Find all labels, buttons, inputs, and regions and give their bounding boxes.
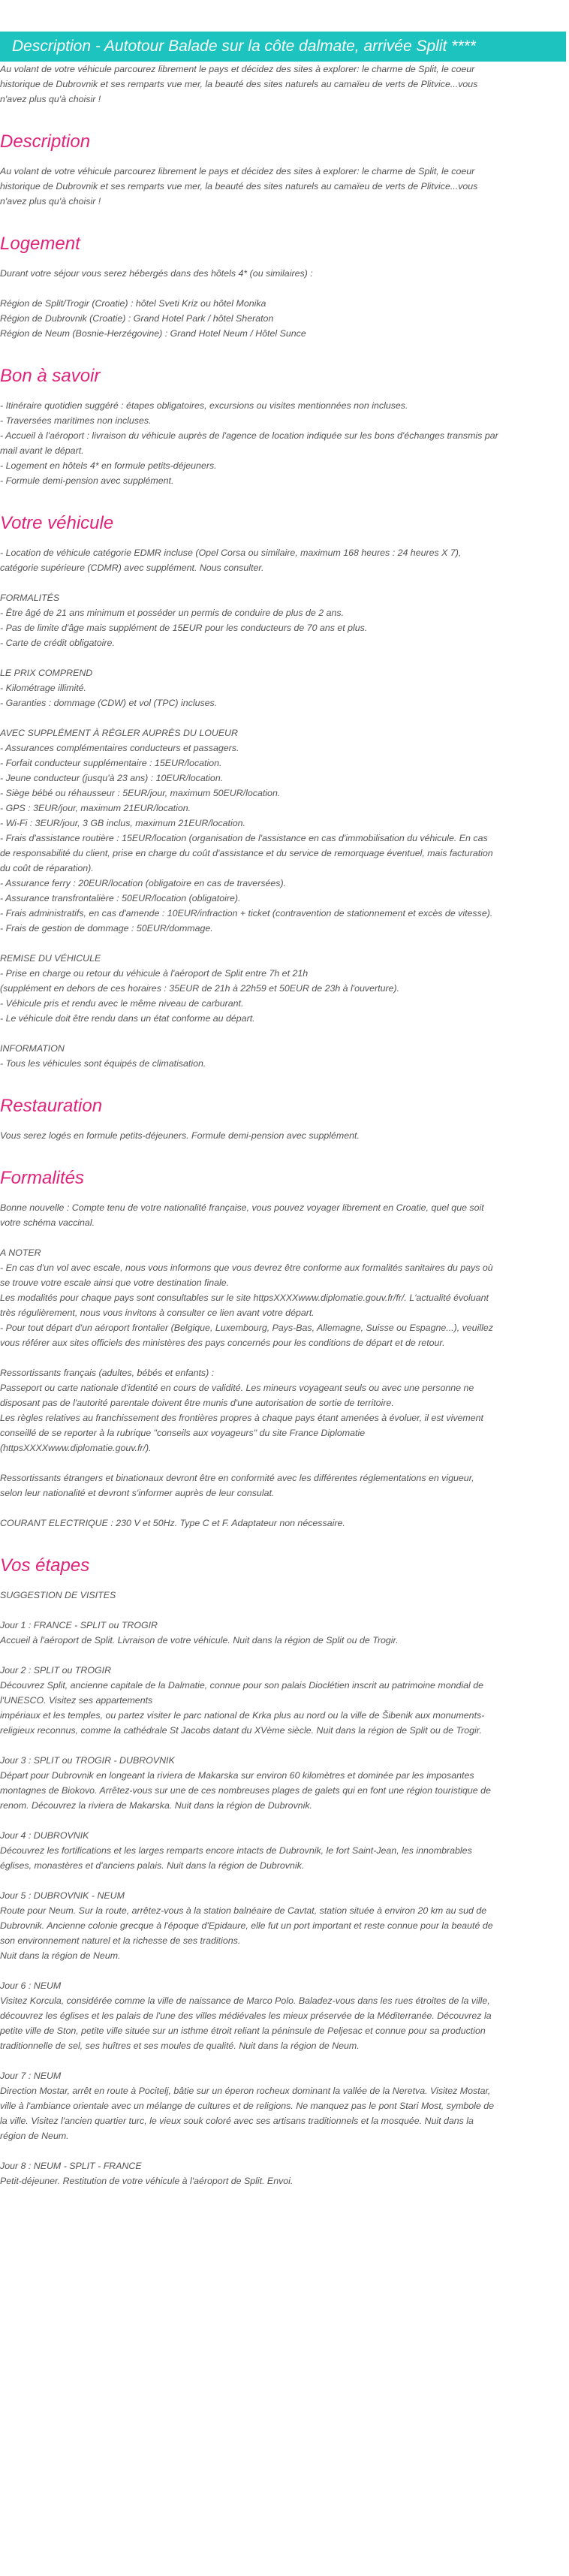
text-line: Découvrez les fortifications et les larges remparts encore intacts de Dubrovnik, le fort Saint-Jean, les innombrables bbox=[0, 1845, 472, 1856]
text-line: COURANT ELECTRIQUE : 230 V et 50Hz. Type C et F. Adaptateur non nécessaire. bbox=[0, 1518, 345, 1528]
text-line: son environnement naturel et la richesse de ses traditions. bbox=[0, 1935, 241, 1946]
text-line bbox=[0, 710, 561, 725]
section-description bbox=[0, 131, 561, 209]
text-line bbox=[0, 575, 561, 590]
text-line: églises, monastères et d'anciens palais. Nuit dans la région de Dubrovnik. bbox=[0, 1860, 305, 1871]
text-line: - Formule demi-pension avec supplément. bbox=[0, 475, 174, 486]
section-bon-a-savoir bbox=[0, 365, 561, 488]
text-line bbox=[0, 1501, 561, 1516]
text-line: Ressortissants français (adultes, bébés et enfants) : bbox=[0, 1368, 215, 1378]
text-line: Petit-déjeuner. Restitution de votre véhicule à l'aéroport de Split. Envoi. bbox=[0, 2176, 294, 2186]
section-heading: Logement bbox=[0, 234, 80, 254]
text-line: A NOTER bbox=[0, 1247, 41, 1258]
text-line: Région de Split/Trogir (Croatie) : hôtel Sveti Kriz ou hôtel Monika bbox=[0, 298, 266, 309]
text-line bbox=[0, 2143, 561, 2158]
text-line: la ville. Visitez l'ancien quartier turc, le vieux souk coloré avec ses artisans traditionnels et la mosquée. Nuit dans la bbox=[0, 2116, 474, 2126]
text-line: mail avant le départ. bbox=[0, 445, 84, 456]
text-line: - Assurance transfrontalière : 50EUR/location (obligatoire). bbox=[0, 893, 241, 903]
text-line: LE PRIX COMPREND bbox=[0, 668, 93, 678]
text-line: Durant votre séjour vous serez hébergés dans des hôtels 4* (ou similaires) : bbox=[0, 268, 313, 279]
text-line: conseillé de se reporter à la rubrique "conseils aux voyageurs" du site France Diplomatie bbox=[0, 1428, 366, 1438]
text-line: ville à l'ambiance orientale avec un mélange de cultures et de religions. Ne manquez pas le pont Stari Most, symbole de bbox=[0, 2101, 495, 2111]
text-line: catégorie supérieure (CDMR) avec supplément. Nous consulter. bbox=[0, 563, 264, 573]
text-line: vous référer aux sites officiels des ministères des pays concernés pour les conditions de départ et de retour. bbox=[0, 1338, 445, 1348]
text-line bbox=[0, 1230, 561, 1245]
text-line: - Prise en charge ou retour du véhicule à l'aéroport de Split entre 7h et 21h bbox=[0, 968, 309, 979]
text-line: Bonne nouvelle : Compte tenu de votre nationalité française, vous pouvez voyager librement en Croatie, quel que soit bbox=[0, 1202, 484, 1213]
text-line: - Forfait conducteur supplémentaire : 15EUR/location. bbox=[0, 758, 222, 768]
text-line: découvrez les églises et les palais de l'une des villes médiévales les mieux préservée de la Méditerranée. Découvrez la bbox=[0, 2010, 492, 2021]
text-line: - Traversées maritimes non incluses. bbox=[0, 415, 152, 426]
text-line: Jour 2 : SPLIT ou TROGIR bbox=[0, 1665, 112, 1676]
text-line: impériaux et les temples, ou partez visiter le parc national de Krka plus au nord ou la ville de Šibenik aux monuments- bbox=[0, 1710, 485, 1721]
text-line: - Location de véhicule catégorie EDMR incluse (Opel Corsa ou similaire, maximum 168 heures : 24 heures X 7), bbox=[0, 547, 462, 558]
text-line: - Siège bébé ou réhausseur : 5EUR/jour, maximum 50EUR/location. bbox=[0, 788, 281, 798]
text-line: traditionnelle de sel, ses huîtres et ses moules de qualité. Nuit dans la région de Neum. bbox=[0, 2041, 360, 2051]
text-line: historique de Dubrovnik et ses remparts vue mer, la beauté des sites naturels au camaïeu de verts de Plitvice...vous bbox=[0, 181, 478, 192]
text-line: (httpsXXXXwww.diplomatie.gouv.fr/). bbox=[0, 1443, 152, 1453]
text-line: - Pour tout départ d'un aéroport frontalier (Belgique, Luxembourg, Pays-Bas, Allemagne, Suisse ou Espagne...), veuillez bbox=[0, 1323, 493, 1333]
text-line: REMISE DU VÉHICULE bbox=[0, 953, 101, 964]
text-line: Vous serez logés en formule petits-déjeuners. Formule demi-pension avec supplément. bbox=[0, 1130, 360, 1141]
text-line: votre schéma vaccinal. bbox=[0, 1217, 95, 1228]
text-line: FORMALITÉS bbox=[0, 593, 60, 603]
section-body bbox=[0, 1128, 561, 1143]
text-line: - Frais administratifs, en cas d'amende : 10EUR/infraction + ticket (contravention de stationnement et excès de vitesse). bbox=[0, 908, 493, 918]
section-heading: Bon à savoir bbox=[0, 366, 101, 386]
section-votre-vehicule bbox=[0, 512, 561, 1071]
section-body bbox=[0, 1200, 561, 1531]
text-line: Région de Neum (Bosnie-Herzégovine) : Grand Hotel Neum / Hôtel Sunce bbox=[0, 328, 306, 339]
section-body bbox=[0, 545, 561, 1071]
section-heading: Restauration bbox=[0, 1096, 103, 1116]
section-body bbox=[0, 266, 561, 341]
section-heading: Formalités bbox=[0, 1168, 85, 1188]
text-line bbox=[0, 2053, 561, 2068]
text-line: - Frais d'assistance routière : 15EUR/location (organisation de l'assistance en cas d'immobilisation du véhicule. En cas bbox=[0, 833, 488, 843]
text-line: - Accueil à l'aéroport : livraison du véhicule auprès de l'agence de location indiquée sur les bons d'échanges transmis par bbox=[0, 430, 498, 441]
text-line: Nuit dans la région de Neum. bbox=[0, 1950, 121, 1961]
text-line bbox=[0, 1455, 561, 1470]
text-line: - Jeune conducteur (jusqu'à 23 ans) : 10EUR/location. bbox=[0, 773, 224, 783]
text-line: petite ville de Ston, petite ville située sur un isthme étroit reliant la péninsule de Peljesac et connue pour sa production bbox=[0, 2026, 486, 2036]
text-line: - Wi-Fi : 3EUR/jour, 3 GB inclus, maximum 21EUR/location. bbox=[0, 818, 245, 828]
text-line: selon leur nationalité et devront s'informer auprès de leur consulat. bbox=[0, 1488, 275, 1498]
text-line: - Frais de gestion de dommage : 50EUR/dommage. bbox=[0, 923, 213, 934]
text-line bbox=[0, 1813, 561, 1828]
text-line: Jour 3 : SPLIT ou TROGIR - DUBROVNIK bbox=[0, 1755, 175, 1766]
text-line: l'UNESCO. Visitez ses appartements bbox=[0, 1695, 153, 1706]
page-title-banner bbox=[0, 32, 566, 62]
section-heading: Votre véhicule bbox=[0, 513, 114, 533]
text-line: AVEC SUPPLÉMENT À RÉGLER AUPRÈS DU LOUEUR bbox=[0, 728, 238, 738]
section-heading: Vos étapes bbox=[0, 1555, 90, 1576]
intro-line: historique de Dubrovnik et ses remparts vue mer, la beauté des sites naturels au camaïeu de verts de Plitvice...vous bbox=[0, 79, 478, 89]
text-line: Région de Dubrovnik (Croatie) : Grand Hotel Park / hôtel Sheraton bbox=[0, 313, 274, 324]
text-line: Jour 7 : NEUM bbox=[0, 2071, 62, 2081]
section-formalites bbox=[0, 1167, 561, 1531]
page-title: Description - Autotour Balade sur la côte dalmate, arrivée Split **** bbox=[12, 38, 476, 55]
text-line: Découvrez Split, ancienne capitale de la Dalmatie, connue pour son palais Dioclétien inscrit au patrimoine mondial de bbox=[0, 1680, 483, 1691]
text-line: Jour 4 : DUBROVNIK bbox=[0, 1830, 89, 1841]
text-line bbox=[0, 1648, 561, 1663]
text-line: - En cas d'un vol avec escale, nous vous informons que vous devrez être conforme aux formalités sanitaires du pays où bbox=[0, 1262, 493, 1273]
text-line: Dubrovnik. Ancienne colonie grecque à l'époque d'Epidaure, elle fut un port important et reste connue pour la beauté de bbox=[0, 1920, 493, 1931]
text-line: (supplément en dehors de ces horaires : 35EUR de 21h à 22h59 et 50EUR de 23h à l'ouverture). bbox=[0, 983, 400, 994]
text-line: très régulièrement, nous vous invitons à consulter ce lien avant votre départ. bbox=[0, 1308, 315, 1318]
text-line bbox=[0, 1026, 561, 1041]
text-line: INFORMATION bbox=[0, 1043, 65, 1054]
text-line: religieux reconnus, comme la cathédrale St Jacobs datant du XVème siècle. Nuit dans la région de Split ou de Trogir. bbox=[0, 1725, 482, 1736]
text-line: Direction Mostar, arrêt en route à Pocitelj, bâtie sur un éperon rocheux dominant la vallée de la Neretva. Visitez Mostar, bbox=[0, 2086, 491, 2096]
text-line: se trouve votre escale ainsi que votre destination finale. bbox=[0, 1277, 230, 1288]
text-line: - GPS : 3EUR/jour, maximum 21EUR/location. bbox=[0, 803, 191, 813]
main-content bbox=[0, 62, 569, 2188]
text-line: du coût de réparation). bbox=[0, 863, 94, 873]
text-line bbox=[0, 1873, 561, 1888]
text-line bbox=[0, 1963, 561, 1978]
text-line: - Logement en hôtels 4* en formule petits-déjeuners. bbox=[0, 460, 217, 471]
text-line: - Itinéraire quotidien suggéré : étapes obligatoires, excursions ou visites mentionnées non incluses. bbox=[0, 400, 408, 411]
text-line: Les modalités pour chaque pays sont consultables sur le site httpsXXXXwww.diplomatie.gouv.fr/fr/. L'actualité évoluant bbox=[0, 1293, 489, 1303]
text-line bbox=[0, 281, 561, 296]
section-body bbox=[0, 164, 561, 209]
intro-line: Au volant de votre véhicule parcourez librement le pays et décidez des sites à explorer: le charme de Split, le coeur bbox=[0, 64, 475, 74]
text-line bbox=[0, 1738, 561, 1753]
text-line bbox=[0, 1350, 561, 1365]
text-line: - Carte de crédit obligatoire. bbox=[0, 638, 115, 648]
text-line: région de Neum. bbox=[0, 2131, 69, 2141]
text-line: - Pas de limite d'âge mais supplément de 15EUR pour les conducteurs de 70 ans et plus. bbox=[0, 623, 368, 633]
text-line: Passeport ou carte nationale d'identité en cours de validité. Les mineurs voyageant seuls ou avec une personne ne bbox=[0, 1383, 474, 1393]
text-line: - Être âgé de 21 ans minimum et posséder un permis de conduire de plus de 2 ans. bbox=[0, 608, 345, 618]
text-line: - Assurances complémentaires conducteurs et passagers. bbox=[0, 743, 239, 753]
text-line: Jour 6 : NEUM bbox=[0, 1980, 62, 1991]
intro-line: n'avez plus qu'à choisir ! bbox=[0, 94, 101, 104]
section-body bbox=[0, 398, 561, 488]
text-line: renom. Découvrez la riviera de Makarska. Nuit dans la région de Dubrovnik. bbox=[0, 1800, 312, 1811]
section-body bbox=[0, 1588, 561, 2188]
text-line: - Assurance ferry : 20EUR/location (obligatoire en cas de traversées). bbox=[0, 878, 287, 888]
intro-paragraph bbox=[0, 62, 561, 107]
text-line: Départ pour Dubrovnik en longeant la riviera de Makarska sur environ 60 kilomètres et dominée par les imposantes bbox=[0, 1770, 474, 1781]
text-line bbox=[0, 650, 561, 665]
text-line: disposant pas de l'autorité parentale doivent être munis d'une autorisation de sortie de territoire. bbox=[0, 1398, 394, 1408]
text-line: Accueil à l'aéroport de Split. Livraison de votre véhicule. Nuit dans la région de Split ou de Trogir. bbox=[0, 1635, 399, 1645]
text-line bbox=[0, 936, 561, 951]
text-line: de responsabilité du client, prise en charge du coût d'assistance et du service de remorquage éventuel, mais facturation bbox=[0, 848, 493, 858]
section-vos-etapes bbox=[0, 1555, 561, 2188]
text-line: Route pour Neum. Sur la route, arrêtez-vous à la station balnéaire de Cavtat, station située à environ 20 km au sud de bbox=[0, 1905, 487, 1916]
text-line: Ressortissants étrangers et binationaux devront être en conformité avec les différentes réglementations en vigueur, bbox=[0, 1473, 474, 1483]
section-logement bbox=[0, 233, 561, 341]
text-line: - Garanties : dommage (CDW) et vol (TPC) incluses. bbox=[0, 698, 218, 708]
text-line: Les règles relatives au franchissement des frontières propres à chaque pays étant amenées à évoluer, il est vivement bbox=[0, 1413, 483, 1423]
text-line: - Le véhicule doit être rendu dans un état conforme au départ. bbox=[0, 1013, 255, 1024]
text-line: Jour 5 : DUBROVNIK - NEUM bbox=[0, 1890, 125, 1901]
text-line: montagnes de Biokovo. Arrêtez-vous sur une de ces nombreuses plages de galets qui en font une région touristique de bbox=[0, 1785, 491, 1796]
text-line bbox=[0, 1603, 561, 1618]
text-line: Jour 8 : NEUM - SPLIT - FRANCE bbox=[0, 2161, 142, 2171]
text-line: - Tous les véhicules sont équipés de climatisation. bbox=[0, 1058, 206, 1069]
section-heading: Description bbox=[0, 131, 91, 152]
text-line: n'avez plus qu'à choisir ! bbox=[0, 196, 101, 207]
text-line: Jour 1 : FRANCE - SPLIT ou TROGIR bbox=[0, 1620, 158, 1630]
text-line: Visitez Korcula, considérée comme la ville de naissance de Marco Polo. Baladez-vous dans les rues étroites de la ville, bbox=[0, 1995, 490, 2006]
text-line: Au volant de votre véhicule parcourez librement le pays et décidez des sites à explorer: le charme de Split, le coeur bbox=[0, 166, 475, 176]
text-line: - Kilométrage illimité. bbox=[0, 683, 86, 693]
text-line: - Véhicule pris et rendu avec le même niveau de carburant. bbox=[0, 998, 244, 1009]
section-restauration bbox=[0, 1095, 561, 1143]
text-line: SUGGESTION DE VISITES bbox=[0, 1590, 116, 1600]
